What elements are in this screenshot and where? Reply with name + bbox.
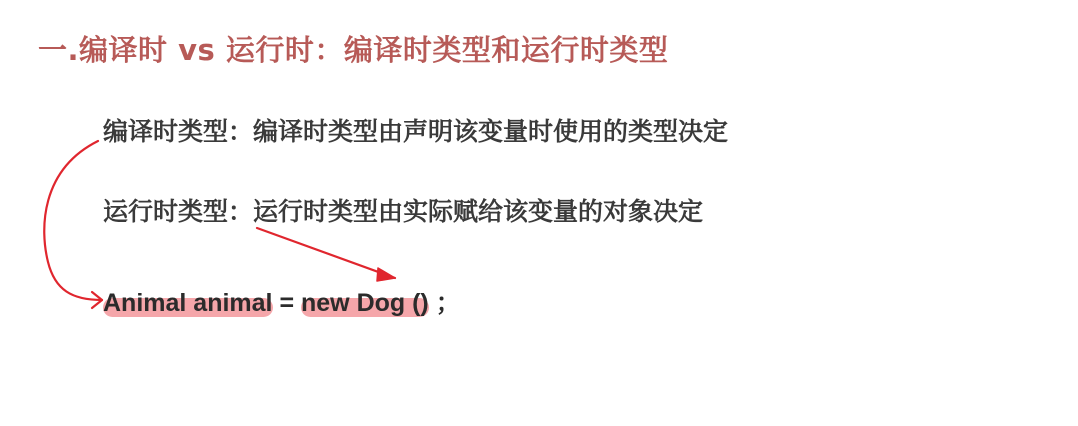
run-time-arrow xyxy=(257,228,395,278)
page-title: 一.编译时 vs 运行时：编译时类型和运行时类型 xyxy=(38,33,669,67)
compile-time-label: 编译时类型： xyxy=(103,117,254,146)
compile-time-arrowhead xyxy=(92,292,102,308)
run-time-label: 运行时类型： xyxy=(103,197,254,226)
assignment-operator: = xyxy=(272,289,301,317)
run-time-arrowhead xyxy=(377,268,395,281)
run-time-definition xyxy=(103,192,703,228)
run-time-text: 运行时类型由实际赋给该变量的对象决定 xyxy=(253,197,704,226)
compile-time-text: 编译时类型由声明该变量时使用的类型决定 xyxy=(253,117,729,146)
statement-terminator: ； xyxy=(428,289,461,317)
compile-time-curve-arrow xyxy=(44,141,102,300)
instantiation-highlight: new Dog () xyxy=(301,289,429,317)
compile-time-definition xyxy=(103,112,728,148)
declaration-highlight: Animal animal xyxy=(103,289,273,317)
code-example xyxy=(103,283,461,319)
